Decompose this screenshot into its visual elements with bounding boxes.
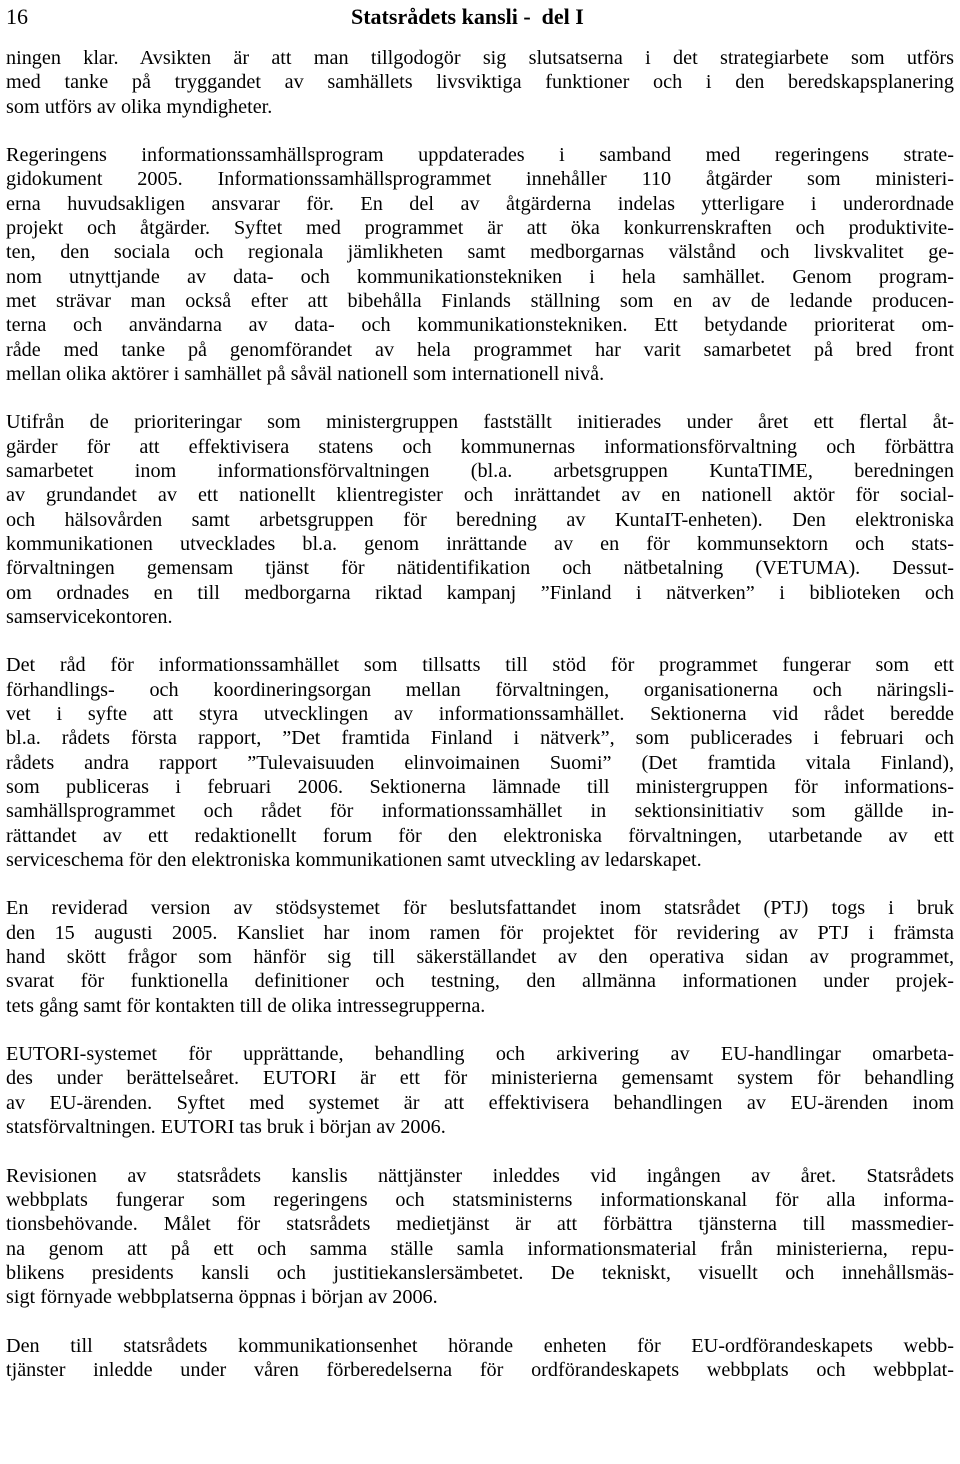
text-line: Regeringens informationssamhällsprogram uppdaterades i samband med regeringens strate- xyxy=(6,144,954,167)
text-line: Det råd för informationssamhället som tillsatts till stöd för programmet fungerar som ett xyxy=(6,654,954,677)
text-line: met strävar man också efter att bibehålla Finlands ställning som en av de ledande producen- xyxy=(6,289,954,312)
text-line: rådets andra rapport ”Tulevaisuuden elinvoimainen Suomi” (Det framtida vitala Finland), xyxy=(6,751,954,774)
text-line: hand skött frågor som hänför sig till säkerställandet av den operativa sidan av programmet, xyxy=(6,945,954,968)
text-line: om ordnades en till medborgarna riktad kampanj ”Finland i nätverken” i biblioteken och xyxy=(6,581,954,604)
paragraph xyxy=(6,1164,954,1310)
text-line: serviceschema för den elektroniska kommunikationen samt utveckling av ledarskapet. xyxy=(6,848,702,871)
text-line: bl.a. rådets första rapport, ”Det framtida Finland i nätverk”, som publicerades i februari och xyxy=(6,727,954,750)
text-line: kommunikationen utvecklades bl.a. genom inrättande av en för kommunsektorn och stats- xyxy=(6,532,954,555)
text-line: som publiceras i februari 2006. Sektionerna lämnade till ministergruppen för informations- xyxy=(6,775,954,798)
text-line: samarbetet inom informationsförvaltningen (bl.a. arbetsgruppen KuntaTIME, beredningen xyxy=(6,460,954,483)
text-line: samhällsprogrammet och rådet för informationssamhället in sektionsinitiativ som gällde in- xyxy=(6,800,954,823)
text-line: tionsbehövande. Målet för statsrådets medietjänst är att förbättra tjänsterna till massmedier- xyxy=(6,1213,954,1236)
page-number: 16 xyxy=(6,4,28,29)
page-header xyxy=(6,2,954,32)
text-line: tets gång samt för kontakten till de olika intressegrupperna. xyxy=(6,994,486,1017)
text-line: tjänster inledde under våren förberedelserna för ordförandeskapets webbplats och webbplat- xyxy=(6,1359,954,1382)
text-line: den 15 augusti 2005. Kansliet har inom ramen för projektet för revidering av PTJ i främsta xyxy=(6,921,954,944)
text-line: svarat för funktionella definitioner och testning, den allmänna informationen under projek- xyxy=(6,970,954,993)
text-line: förhandlings- och koordineringsorgan mellan förvaltningen, organisationerna och näringsli- xyxy=(6,678,954,701)
text-line: terna och användarna av data- och kommunikationstekniken. Ett betydande prioriterat om- xyxy=(6,314,954,337)
text-line: statsförvaltningen. EUTORI tas bruk i början av 2006. xyxy=(6,1116,446,1139)
text-line: ten, den sociala och regionala jämlikheten samt medborgarnas välstånd och livskvalitet ge- xyxy=(6,241,954,264)
text-line: med tanke på tryggandet av samhällets livsviktiga funktioner och i den beredskapsplanering xyxy=(6,71,954,94)
text-line: som utförs av olika myndigheter. xyxy=(6,95,273,118)
paragraph xyxy=(6,410,954,629)
body-text xyxy=(6,46,954,1407)
text-line: och hälsovården samt arbetsgruppen för beredning av KuntaIT-enheten). Den elektroniska xyxy=(6,508,954,531)
text-line: Utifrån de prioriteringar som ministergruppen fastställt initierades under året ett flertal åt- xyxy=(6,411,954,434)
text-line: mellan olika aktörer i samhället på såväl nationell som internationell nivå. xyxy=(6,362,605,385)
text-line: Den till statsrådets kommunikationsenhet hörande enheten för EU-ordförandeskapets webb- xyxy=(6,1334,954,1357)
text-line: ningen klar. Avsikten är att man tillgodogör sig slutsatserna i det strategiarbete som utförs xyxy=(6,47,954,69)
running-title: Statsrådets kansli - del I xyxy=(351,4,584,29)
paragraph xyxy=(6,653,954,872)
text-line: nom utnyttjande av data- och kommunikationstekniken i hela samhället. Genom program- xyxy=(6,265,954,288)
text-line: En reviderad version av stödsystemet för beslutsfattandet inom statsrådet (PTJ) togs i bruk xyxy=(6,897,954,920)
text-line: sigt förnyade webbplatserna öppnas i början av 2006. xyxy=(6,1286,438,1309)
text-line: Revisionen av statsrådets kanslis nättjänster inleddes vid ingången av året. Statsrådets xyxy=(6,1164,954,1187)
text-line: av grundandet av ett nationellt klientregister och inrättandet av en nationell aktör för social- xyxy=(6,484,954,507)
text-line: av EU-ärenden. Syftet med systemet är att effektivisera behandlingen av EU-ärenden inom xyxy=(6,1091,954,1114)
text-line: blikens presidents kansli och justitiekanslersämbetet. De tekniskt, visuellt och innehållsmäs- xyxy=(6,1261,954,1284)
text-line: samservicekontoren. xyxy=(6,605,173,628)
text-line: EUTORI-systemet för upprättande, behandling och arkivering av EU-handlingar omarbeta- xyxy=(6,1043,954,1066)
text-line: rättandet av ett redaktionellt forum för den elektroniska förvaltningen, utarbetande av ett xyxy=(6,824,954,847)
text-line: gidokument 2005. Informationssamhällsprogrammet innehåller 110 åtgärder som ministeri- xyxy=(6,168,954,191)
text-line: förvaltningen gemensam tjänst för nätidentifikation och nätbetalning (VETUMA). Dessut- xyxy=(6,557,954,580)
paragraph xyxy=(6,1042,954,1139)
text-line: gärder för att effektivisera statens och kommunernas informationsförvaltning och förbättra xyxy=(6,435,954,458)
text-line: webbplats fungerar som regeringens och statsministerns informationskanal för alla informa- xyxy=(6,1188,954,1211)
text-line: na genom att på ett och samma ställe samla informationsmaterial från ministerierna, repu- xyxy=(6,1237,954,1260)
text-line: erna huvudsakligen ansvarar för. En del av åtgärderna indelas ytterligare i underordnade xyxy=(6,192,954,215)
text-line: vet i syfte att styra utvecklingen av informationssamhället. Sektionerna vid rådet beredde xyxy=(6,703,954,726)
text-line: des under berättelseåret. EUTORI är ett för ministerierna gemensamt system för behandling xyxy=(6,1067,954,1090)
paragraph xyxy=(6,1334,954,1383)
paragraph xyxy=(6,143,954,386)
paragraph xyxy=(6,896,954,1017)
paragraph xyxy=(6,46,954,119)
text-line: råde med tanke på genomförandet av hela programmet har varit samarbetet på bred front xyxy=(6,338,954,361)
text-line: projekt och åtgärder. Syftet med programmet är att öka konkurrenskraften och produktivite- xyxy=(6,217,954,240)
